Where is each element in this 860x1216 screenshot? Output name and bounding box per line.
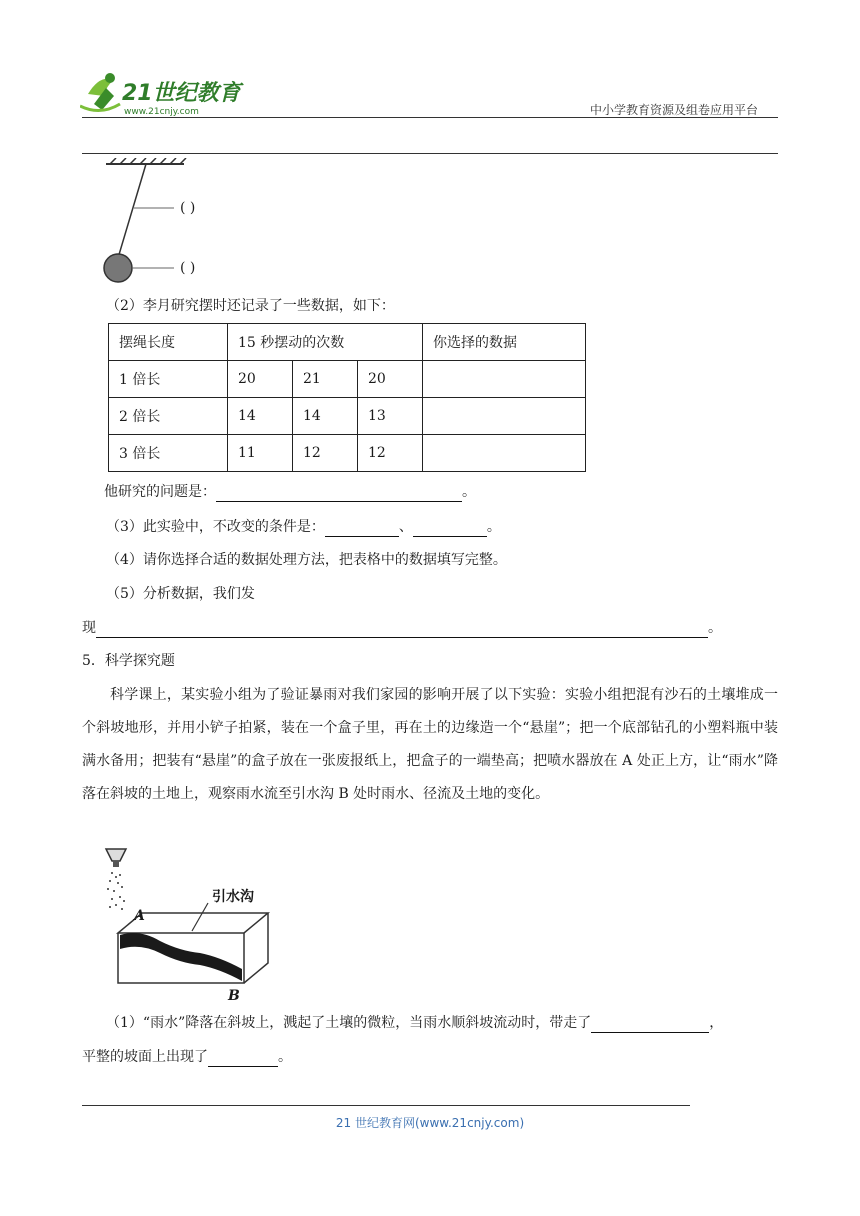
header-rule — [82, 117, 778, 118]
sub1-line2-suffix: 。 — [278, 1049, 292, 1065]
sub1-blank-2[interactable] — [208, 1050, 278, 1067]
table-cell: 14 — [293, 398, 358, 435]
table-cell: 12 — [293, 435, 358, 472]
table-header-row — [109, 324, 586, 361]
table-cell: 1 倍长 — [109, 361, 228, 398]
figure-label-channel: 引水沟 — [212, 889, 254, 905]
pendulum-label-top[interactable]: ( ) — [180, 200, 196, 216]
pendulum-figure — [96, 158, 256, 288]
q2-question-blank[interactable] — [216, 485, 462, 502]
table-cell: 12 — [358, 435, 423, 472]
table-cell: 14 — [228, 398, 293, 435]
table-cell: 11 — [228, 435, 293, 472]
q5-line2 — [82, 618, 722, 638]
table-cell: 21 — [293, 361, 358, 398]
logo-url-text: www.21cnjy.com — [124, 107, 199, 117]
q5-line2-suffix: 。 — [708, 620, 722, 636]
q3-sep: 、 — [398, 519, 413, 535]
q2-question-line — [104, 482, 476, 502]
table-header: 15 秒摆动的次数 — [228, 324, 423, 361]
q2-question-prefix: 他研究的问题是： — [104, 484, 216, 500]
q3-blank-2[interactable] — [413, 520, 487, 537]
logo-main-text: 21世纪教育 — [122, 81, 241, 106]
table-row — [109, 435, 586, 472]
q2-question-suffix: 。 — [462, 484, 476, 500]
table-header: 你选择的数据 — [423, 324, 586, 361]
q5-blank[interactable] — [96, 621, 708, 638]
platform-title: 中小学教育资源及组卷应用平台 — [590, 103, 759, 117]
footer-text[interactable]: 21 世纪教育网(www.21cnjy.com) — [335, 1116, 525, 1130]
table-row — [109, 398, 586, 435]
sub1-line1-suffix: ， — [709, 1015, 724, 1031]
table-answer-cell[interactable] — [423, 361, 586, 398]
sub1-line1-prefix: （1）“雨水”降落在斜坡上，溅起了土壤的微粒，当雨水顺斜坡流动时，带走了 — [106, 1015, 592, 1031]
content-top-rule — [82, 153, 778, 154]
sub1-line2-prefix: 平整的坡面上出现了 — [82, 1049, 208, 1065]
q3-prefix: （3）此实验中，不改变的条件是： — [106, 519, 325, 535]
table-header: 摆绳长度 — [109, 324, 228, 361]
figure-label-b: B — [228, 988, 240, 1004]
q4-text: （4）请你选择合适的数据处理方法，把表格中的数据填写完整。 — [106, 552, 507, 568]
data-table — [108, 323, 586, 472]
q3-blank-1[interactable] — [325, 520, 399, 537]
sub1-line2 — [82, 1047, 292, 1067]
section5-title: 5．科学探究题 — [82, 653, 175, 669]
erosion-figure — [100, 845, 290, 1005]
table-cell: 20 — [228, 361, 293, 398]
table-cell: 13 — [358, 398, 423, 435]
table-cell: 2 倍长 — [109, 398, 228, 435]
table-answer-cell[interactable] — [423, 398, 586, 435]
q5-line1: （5）分析数据，我们发 — [106, 586, 255, 602]
figure-label-a: A — [134, 908, 145, 924]
pendulum-label-bottom[interactable]: ( ) — [180, 260, 196, 276]
q2-intro: （2）李月研究摆时还记录了一些数据，如下： — [106, 298, 395, 314]
q3-suffix: 。 — [486, 519, 501, 535]
table-cell: 20 — [358, 361, 423, 398]
table-answer-cell[interactable] — [423, 435, 586, 472]
footer-rule — [82, 1105, 690, 1106]
section5-paragraph: 科学课上，某实验小组为了验证暴雨对我们家园的影响开展了以下实验：实验小组把混有沙石的土壤堆成一个斜坡地形，并用小铲子拍紧，装在一个盒子里，再在土的边缘造一个“悬崖”；把一个底部钻孔的小塑料瓶中装满水备用；把装有“悬崖”的盒子放在一张废报纸上，把盒子的一端垫高；把喷水器放在 A 处正上方，让“雨水”降落在斜坡的土地上，观察雨水流至引水沟 B 处时雨水、径流及土地的变化。 — [82, 687, 778, 802]
q3-line — [106, 517, 501, 537]
table-cell: 3 倍长 — [109, 435, 228, 472]
q5-line2-prefix: 现 — [82, 620, 96, 636]
site-logo — [80, 66, 260, 120]
table-row — [109, 361, 586, 398]
sub1-blank-1[interactable] — [591, 1016, 709, 1033]
sub1-line1 — [106, 1013, 723, 1033]
